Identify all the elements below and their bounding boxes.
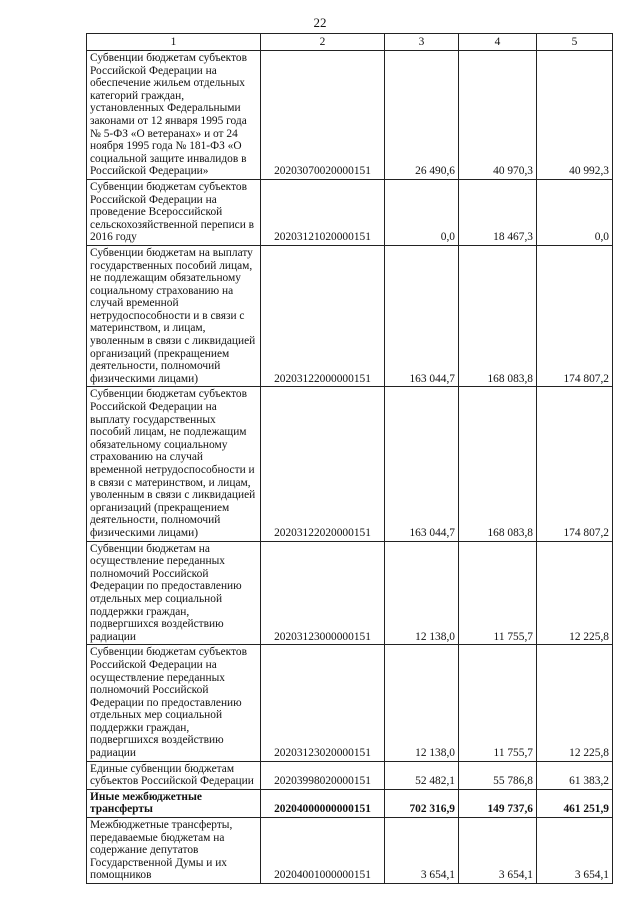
row-value-col5: 3 654,1	[537, 818, 613, 884]
row-value-col5: 0,0	[537, 179, 613, 245]
row-code: 20203122000000151	[261, 245, 385, 387]
row-value-col3: 52 482,1	[385, 761, 459, 789]
row-description: Межбюджетные трансферты, передаваемые бюджетам на содержание депутатов Государственной Думы и их помощников	[87, 818, 261, 884]
row-code: 20203122020000151	[261, 387, 385, 541]
row-value-col4: 11 755,7	[459, 645, 537, 761]
row-value-col3: 12 138,0	[385, 541, 459, 645]
row-value-col4: 168 083,8	[459, 245, 537, 387]
row-code: 20203070020000151	[261, 51, 385, 180]
row-value-col5: 12 225,8	[537, 541, 613, 645]
column-header-3: 3	[385, 34, 459, 51]
row-description: Субвенции бюджетам субъектов Российской Федерации на проведение Всероссийской сельскохозяйственной переписи в 2016 году	[87, 179, 261, 245]
column-header-1: 1	[87, 34, 261, 51]
row-description: Субвенции бюджетам субъектов Российской Федерации на обеспечение жильем отдельных категорий граждан, установленных Федеральными законами от 12 января 1995 года № 5-ФЗ «О ветеранах» и от 24 ноября 1995 года № 181-ФЗ «О социальной защите инвалидов в Российской Федерации»	[87, 51, 261, 180]
row-code: 20203123020000151	[261, 645, 385, 761]
row-description: Субвенции бюджетам на выплату государственных пособий лицам, не подлежащим обязательному социальному страхованию на случай временной нетрудоспособности и в связи с материнством, и лицам, уволенным в связи с ликвидацией организаций (прекращением деятельности, полномочий физическими лицами)	[87, 245, 261, 387]
row-value-col4: 18 467,3	[459, 179, 537, 245]
row-description: Единые субвенции бюджетам субъектов Российской Федерации	[87, 761, 261, 789]
table-row	[87, 761, 613, 789]
row-value-col3: 163 044,7	[385, 387, 459, 541]
row-value-col5: 12 225,8	[537, 645, 613, 761]
table-row	[87, 818, 613, 884]
row-code: 20203998020000151	[261, 761, 385, 789]
column-header-row	[87, 34, 613, 51]
row-value-col3: 702 316,9	[385, 789, 459, 817]
row-value-col5: 40 992,3	[537, 51, 613, 180]
row-description: Субвенции бюджетам субъектов Российской Федерации на осуществление переданных полномочий Российской Федерации по предоставлению отдельных мер социальной поддержки граждан, подвергшихся воздействию радиации	[87, 645, 261, 761]
row-value-col4: 40 970,3	[459, 51, 537, 180]
page-number: 22	[313, 15, 327, 30]
column-header-5: 5	[537, 34, 613, 51]
row-value-col3: 26 490,6	[385, 51, 459, 180]
row-description: Иные межбюджетные трансферты	[87, 789, 261, 817]
row-code: 20204000000000151	[261, 789, 385, 817]
row-description: Субвенции бюджетам субъектов Российской Федерации на выплату государственных пособий лицам, не подлежащим обязательному социальному страхованию на случай временной нетрудоспособности и в связи с материнством, и лицам, уволенным в связи с ликвидацией организаций (прекращением деятельности, полномочий физическими лицами)	[87, 387, 261, 541]
table-row	[87, 789, 613, 817]
budget-table	[86, 33, 613, 884]
row-value-col5: 174 807,2	[537, 387, 613, 541]
row-value-col5: 61 383,2	[537, 761, 613, 789]
row-code: 20203121020000151	[261, 179, 385, 245]
row-code: 20203123000000151	[261, 541, 385, 645]
row-value-col4: 55 786,8	[459, 761, 537, 789]
row-value-col4: 3 654,1	[459, 818, 537, 884]
row-value-col3: 12 138,0	[385, 645, 459, 761]
row-value-col4: 11 755,7	[459, 541, 537, 645]
row-value-col3: 3 654,1	[385, 818, 459, 884]
row-value-col3: 0,0	[385, 179, 459, 245]
table-body	[87, 34, 613, 884]
column-header-4: 4	[459, 34, 537, 51]
row-value-col4: 168 083,8	[459, 387, 537, 541]
table-row	[87, 51, 613, 180]
table-row	[87, 245, 613, 387]
row-code: 20204001000000151	[261, 818, 385, 884]
row-description: Субвенции бюджетам на осуществление переданных полномочий Российской Федерации по предоставлению отдельных мер социальной поддержки граждан, подвергшихся воздействию радиации	[87, 541, 261, 645]
row-value-col5: 461 251,9	[537, 789, 613, 817]
row-value-col3: 163 044,7	[385, 245, 459, 387]
table-row	[87, 179, 613, 245]
table-row	[87, 541, 613, 645]
table-row	[87, 645, 613, 761]
row-value-col5: 174 807,2	[537, 245, 613, 387]
column-header-2: 2	[261, 34, 385, 51]
row-value-col4: 149 737,6	[459, 789, 537, 817]
table-row	[87, 387, 613, 541]
